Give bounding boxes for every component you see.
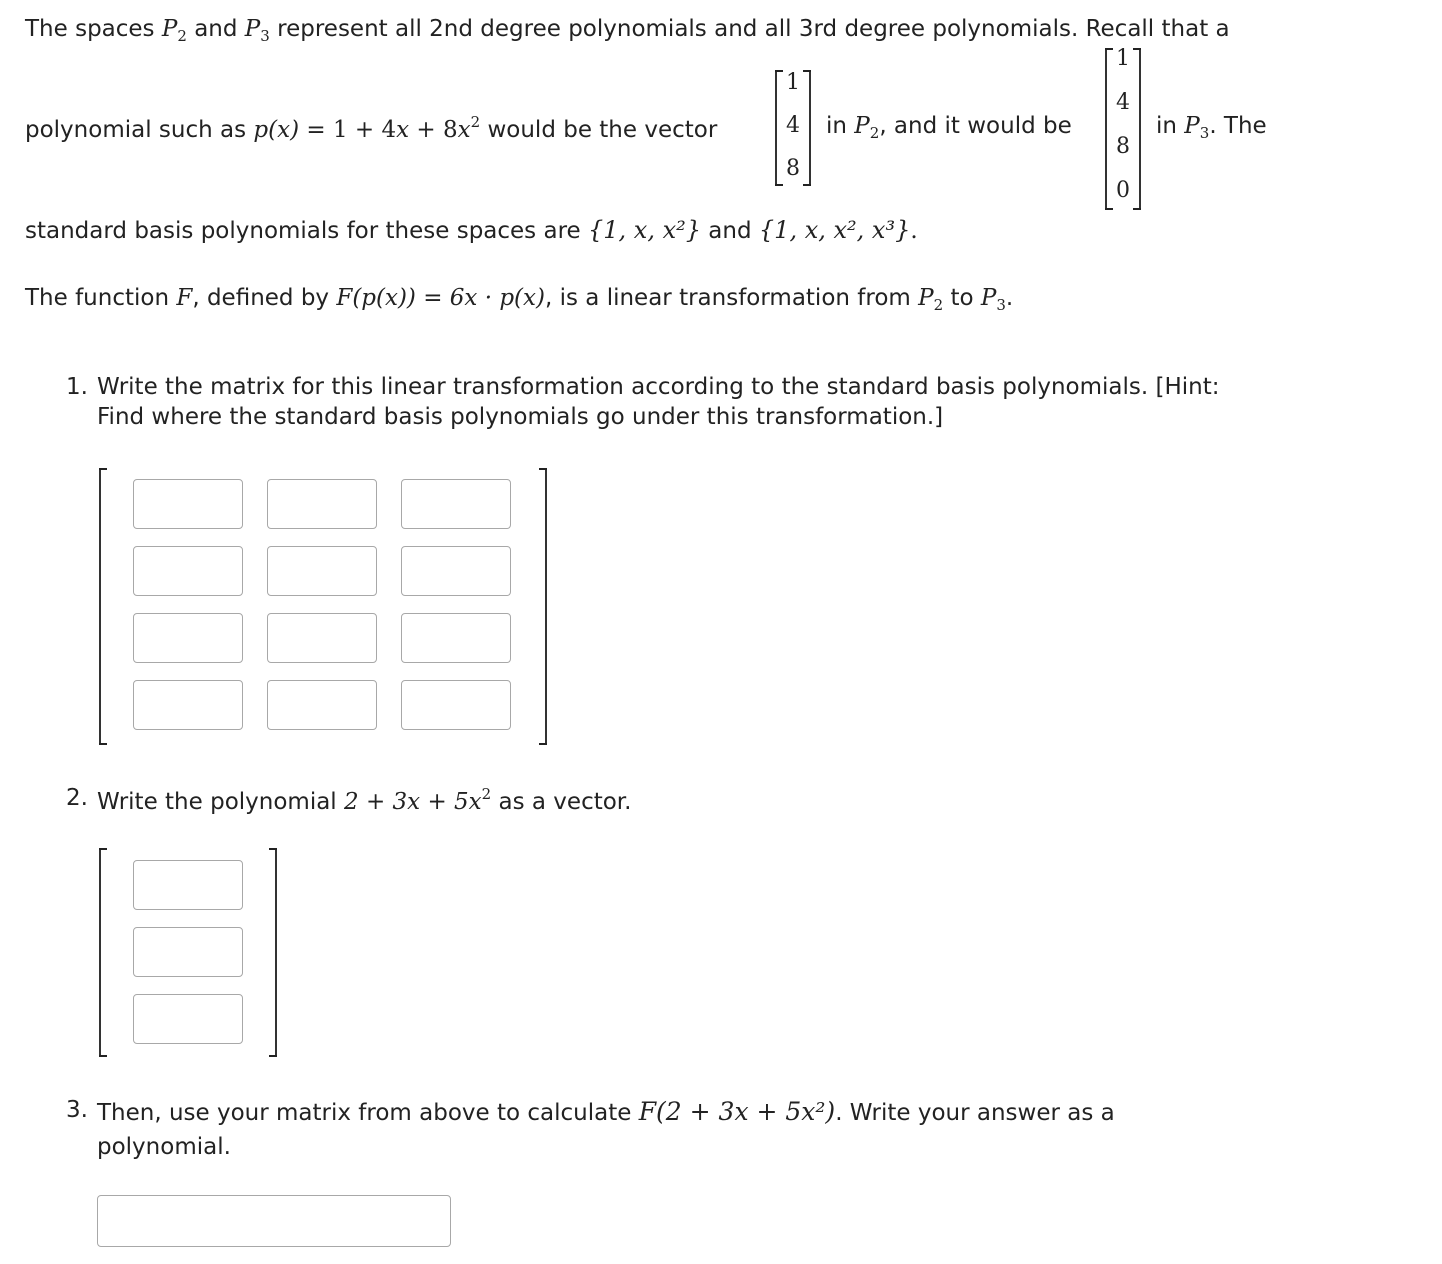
matrix-cell-r1c1[interactable] — [133, 479, 243, 529]
matrix-cell-r2c2[interactable] — [267, 546, 377, 596]
vector-p3-entry: 1 — [1116, 46, 1130, 71]
polynomial-answer-input[interactable] — [97, 1195, 451, 1247]
matrix-cell-r2c1[interactable] — [133, 546, 243, 596]
vector-cell-1[interactable] — [133, 860, 243, 910]
matrix-cell-r1c3[interactable] — [401, 479, 511, 529]
question-3-text-cont: polynomial. — [97, 1134, 231, 1160]
matrix-cell-r3c3[interactable] — [401, 613, 511, 663]
vector-p2-entry: 4 — [786, 113, 800, 138]
intro-line-1: The spaces $P_2$ and $P_3$ represent all 2nd degree polynomials and all 3rd degree polynomials. Recall that a — [25, 16, 1230, 45]
question-1-text: Write the matrix for this linear transformation according to the standard basis polynomials. [Hint: — [97, 374, 1220, 400]
vector-p3 — [1105, 48, 1141, 210]
vector-p3-entry: 4 — [1116, 90, 1130, 115]
question-2-number: 2. — [66, 785, 88, 811]
matrix-cell-r2c3[interactable] — [401, 546, 511, 596]
question-3-number: 3. — [66, 1097, 88, 1123]
intro-line-3: standard basis polynomials for these spaces are {1, x, x²} and {1, x, x², x³}. — [25, 216, 918, 244]
matrix-cell-r1c2[interactable] — [267, 479, 377, 529]
intro-line-4: The function F, defined by F(p(x)) = 6x · p(x), is a linear transformation from $P_2$ to $P_3$. — [25, 285, 1014, 314]
question-2-text: Write the polynomial $2 + 3x + 5x^2$ as a vector. — [97, 785, 632, 815]
vector-p3-entry: 8 — [1116, 134, 1130, 159]
vector-cell-2[interactable] — [133, 927, 243, 977]
intro-line-2: polynomial such as $p(x) = 1 + 4x + 8x^2$ would be the vector — [25, 113, 718, 143]
vector-p2-entry: 8 — [786, 156, 800, 181]
question-1-text-cont: Find where the standard basis polynomials go under this transformation.] — [97, 404, 944, 430]
question-1-number: 1. — [66, 374, 88, 400]
vector-p2-entry: 1 — [786, 70, 800, 95]
matrix-cell-r3c1[interactable] — [133, 613, 243, 663]
matrix-cell-r4c3[interactable] — [401, 680, 511, 730]
intro-line-2-end: in $P_3$. The — [1156, 113, 1267, 142]
intro-line-2-mid: in $P_2$, and it would be — [826, 113, 1072, 142]
vector-p3-entry: 0 — [1116, 178, 1130, 203]
matrix-cell-r4c2[interactable] — [267, 680, 377, 730]
vector-p2 — [775, 70, 811, 186]
question-3-text: Then, use your matrix from above to calculate F(2 + 3x + 5x²). Write your answer as a — [97, 1097, 1115, 1126]
matrix-cell-r3c2[interactable] — [267, 613, 377, 663]
matrix-cell-r4c1[interactable] — [133, 680, 243, 730]
vector-cell-3[interactable] — [133, 994, 243, 1044]
